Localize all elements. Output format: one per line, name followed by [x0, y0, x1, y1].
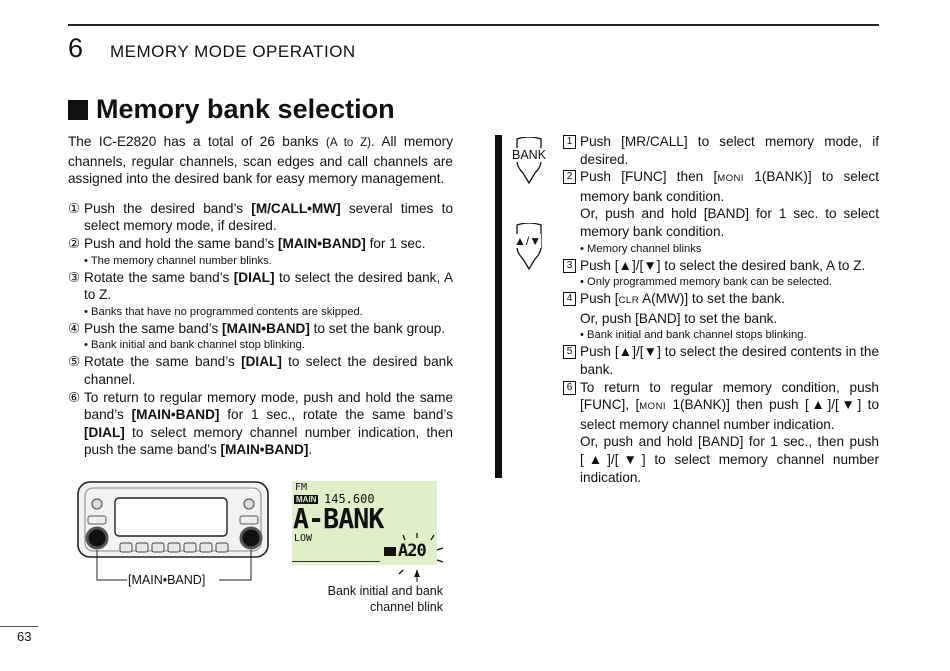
- lcd-main-tag: MAIN: [296, 495, 317, 504]
- r-step-1: 1 Push [MR/CALL] to select memory mode, if desired.: [563, 133, 879, 168]
- step-3-note: • Banks that have no programmed contents are skipped.: [84, 305, 363, 318]
- main-band-steps: [68, 200, 453, 459]
- chapter-number: 6: [68, 33, 84, 63]
- lcd-frequency: 145.600: [324, 492, 375, 506]
- bank-key-label: BANK: [512, 148, 547, 162]
- lcd-bank-name: A-BANK: [293, 502, 384, 535]
- step-2-note: • The memory channel number blinks.: [84, 254, 272, 267]
- step-5: ⑤ Rotate the same band’s [DIAL] to select the desired bank channel.: [68, 354, 453, 387]
- sub-band-steps: [563, 133, 879, 486]
- lcd-caption: Bank initial and bank channel blink: [327, 584, 443, 614]
- up-down-key-label: ▲/▼: [514, 234, 542, 248]
- header-rule: [68, 24, 879, 26]
- column-divider-bar: [495, 135, 502, 478]
- page-number-rule: [0, 626, 38, 627]
- lcd-power: LOW: [294, 533, 313, 544]
- lcd-channel: A20: [398, 541, 426, 561]
- step-4: ④ Push the same band’s [MAIN•BAND] to set the bank group. • Bank initial and bank channel stop blinking.: [68, 320, 453, 354]
- intro-paragraph: The IC-E2820 has a total of 26 banks (A to Z). All memory channels, regular channels, scan edges and call channels are assigned into the desired bank for easy memory management.: [68, 134, 454, 187]
- r-step-2-note: • Memory channel blinks: [580, 242, 702, 255]
- radio-caption: [MAIN•BAND]: [128, 573, 206, 587]
- step-6: ⑥ To return to regular memory mode, push and hold the same band’s [MAIN•BAND] for 1 sec., rotate the same band’s [DIAL] to select memory channel number indication, then push the same band’s [MAIN•BAND].: [68, 389, 454, 458]
- r-step-3-note: • Only programmed memory bank can be selected.: [580, 276, 833, 289]
- right-column: [563, 133, 879, 486]
- blink-rays-icon: [393, 532, 451, 582]
- section-title-text: Memory bank selection: [96, 94, 395, 124]
- r-step-2: 2 Push [FUNC] then [MONI 1(BANK)] to select memory bank condition. Or, push and hold [BAND] for 1 sec. to select memory bank condition. • Memory channel blinks: [563, 168, 879, 256]
- section-square-icon: [68, 100, 88, 120]
- section-title: [68, 94, 395, 125]
- page-number: 63: [17, 629, 32, 644]
- r-step-6: 6 To return to regular memory condition, push [FUNC], [MONI 1(BANK)] then push [▲]/[▼] to select memory channel number indication. Or, push and hold [BAND] for 1 sec., then push [▲]/[▼] to select memory channel number indication.: [563, 379, 879, 487]
- r-step-5: 5 Push [▲]/[▼] to select the desired contents in the bank.: [563, 343, 879, 378]
- lcd-baseline: [292, 561, 380, 562]
- step-3: ③ Rotate the same band’s [DIAL] to select the desired bank, A to Z. • Banks that have no programmed contents are skipped.: [68, 269, 454, 318]
- chapter-title: MEMORY MODE OPERATION: [110, 42, 356, 61]
- step-1: ① Push the desired band’s [M/CALL•MW] several times to select memory mode, if desired.: [68, 200, 454, 234]
- r-step-4: 4 Push [CLR A(MW)] to set the bank. Or, push [BAND] to set the bank. • Bank initial and bank channel stops blinking.: [563, 290, 879, 343]
- step-4-note: • Bank initial and bank channel stop blinking.: [84, 339, 305, 352]
- lcd-mode: FM: [295, 482, 308, 493]
- step-2: ② Push and hold the same band’s [MAIN•BAND] for 1 sec. • The memory channel number blinks.: [68, 235, 453, 269]
- left-column: [68, 133, 453, 459]
- r-step-3: 3 Push [▲]/[▼] to select the desired bank, A to Z. • Only programmed memory bank can be selected.: [563, 257, 879, 291]
- r-step-4-note: • Bank initial and bank channel stops blinking.: [580, 329, 807, 342]
